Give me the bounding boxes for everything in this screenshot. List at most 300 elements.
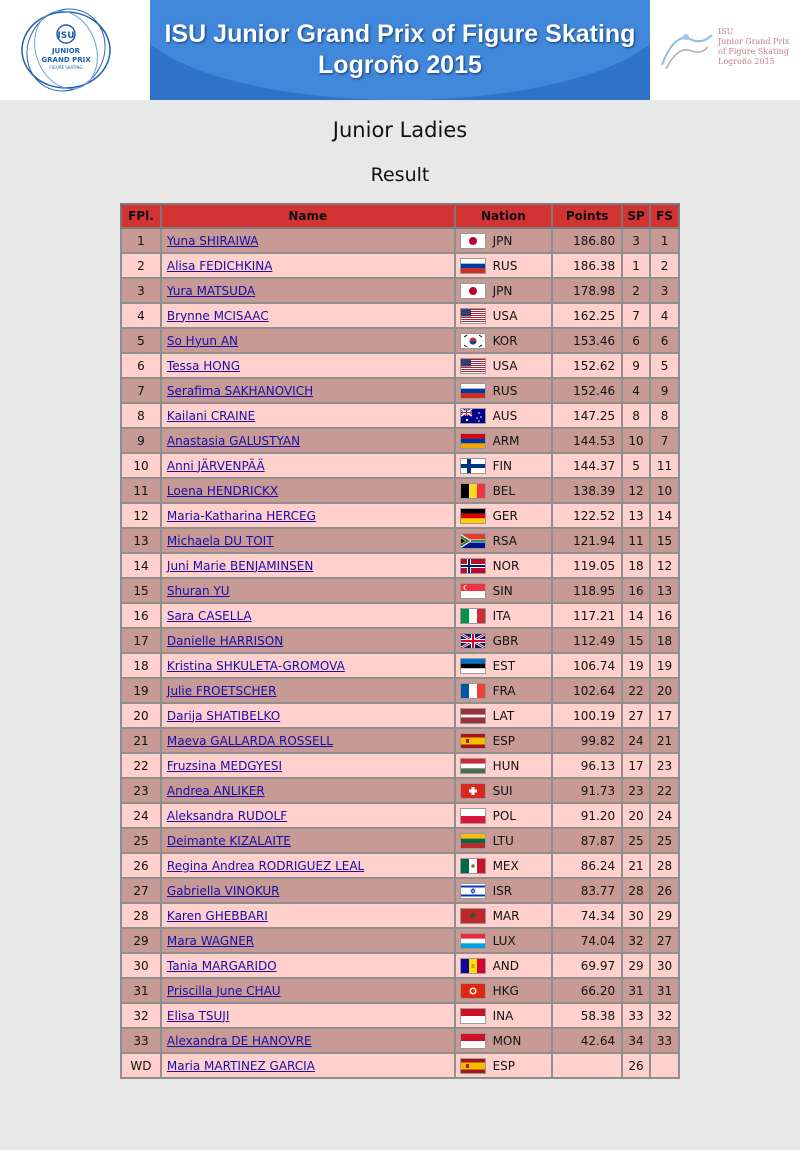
row-placement: 29 [121, 928, 161, 953]
row-fs-rank: 21 [650, 728, 679, 753]
row-nation-code: INA [492, 1008, 514, 1023]
row-points: 42.64 [552, 1028, 622, 1053]
flag-france-icon [460, 683, 486, 699]
skater-name-link[interactable]: Aleksandra RUDOLF [166, 808, 288, 823]
row-sp-rank: 7 [622, 303, 650, 328]
flag-estonia-icon [460, 658, 486, 674]
row-points: 99.82 [552, 728, 622, 753]
skater-name-link[interactable]: Yura MATSUDA [166, 283, 256, 298]
table-row [121, 603, 679, 628]
row-placement: 18 [121, 653, 161, 678]
row-placement: 30 [121, 953, 161, 978]
row-nation-code: SIN [492, 583, 513, 598]
row-nation-cell [455, 228, 553, 253]
skater-name-link[interactable]: Shuran YU [166, 583, 230, 598]
row-sp-rank: 3 [622, 228, 650, 253]
row-nation-code: SUI [492, 783, 513, 798]
row-nation-code: ITA [492, 608, 511, 623]
row-placement: 20 [121, 703, 161, 728]
row-placement: WD [121, 1053, 161, 1078]
row-name-cell [161, 553, 455, 578]
row-name-cell [161, 578, 455, 603]
row-sp-rank: 15 [622, 628, 650, 653]
row-fs-rank: 16 [650, 603, 679, 628]
row-nation-code: LTU [492, 833, 514, 848]
table-row [121, 803, 679, 828]
skater-name-link[interactable]: Darija SHATIBELKO [166, 708, 281, 723]
row-name-cell [161, 653, 455, 678]
row-nation-code: KOR [492, 333, 518, 348]
skater-name-link[interactable]: Michaela DU TOIT [166, 533, 274, 548]
table-row [121, 678, 679, 703]
flag-andorra-icon [460, 958, 486, 974]
banner-subtitle: Logroño 2015 [318, 51, 482, 79]
table-row [121, 903, 679, 928]
row-nation-code: LAT [492, 708, 515, 723]
skater-name-link[interactable]: Loena HENDRICKX [166, 483, 279, 498]
row-nation-code: ESP [492, 1058, 516, 1073]
flag-singapore-icon [460, 583, 486, 599]
row-nation-cell [455, 403, 553, 428]
row-name-cell [161, 1028, 455, 1053]
skater-name-link[interactable]: Juni Marie BENJAMINSEN [166, 558, 314, 573]
row-fs-rank: 22 [650, 778, 679, 803]
row-name-cell [161, 403, 455, 428]
row-placement: 26 [121, 853, 161, 878]
row-name-cell [161, 853, 455, 878]
row-nation-code: ISR [492, 883, 513, 898]
row-nation-code: ARM [492, 433, 520, 448]
results-table [120, 203, 680, 1079]
row-sp-rank: 25 [622, 828, 650, 853]
row-sp-rank: 31 [622, 978, 650, 1003]
table-row [121, 553, 679, 578]
row-fs-rank: 10 [650, 478, 679, 503]
table-row [121, 878, 679, 903]
row-placement: 4 [121, 303, 161, 328]
flag-latvia-icon [460, 708, 486, 724]
row-sp-rank: 14 [622, 603, 650, 628]
row-points: 138.39 [552, 478, 622, 503]
row-sp-rank: 28 [622, 878, 650, 903]
row-fs-rank: 33 [650, 1028, 679, 1053]
row-nation-code: JPN [492, 283, 513, 298]
page-title: Junior Ladies [332, 118, 468, 142]
table-row [121, 253, 679, 278]
row-nation-cell [455, 603, 553, 628]
event-logo-line-2: Junior Grand Prix [718, 37, 790, 46]
row-name-cell [161, 228, 455, 253]
row-points: 87.87 [552, 828, 622, 853]
table-row [121, 453, 679, 478]
row-fs-rank: 11 [650, 453, 679, 478]
row-points: 106.74 [552, 653, 622, 678]
row-fs-rank: 4 [650, 303, 679, 328]
row-sp-rank: 19 [622, 653, 650, 678]
row-placement: 19 [121, 678, 161, 703]
table-row [121, 228, 679, 253]
row-placement: 17 [121, 628, 161, 653]
row-fs-rank [650, 1053, 679, 1078]
row-name-cell [161, 603, 455, 628]
row-nation-cell [455, 1053, 553, 1078]
page-subtitle: Result [370, 164, 430, 186]
row-points: 152.46 [552, 378, 622, 403]
flag-lithuania-icon [460, 833, 486, 849]
row-nation-code: EST [492, 658, 516, 673]
row-sp-rank: 22 [622, 678, 650, 703]
row-sp-rank: 13 [622, 503, 650, 528]
row-name-cell [161, 753, 455, 778]
row-placement: 11 [121, 478, 161, 503]
skater-name-link[interactable]: Kailani CRAINE [166, 408, 256, 423]
row-nation-code: NOR [492, 558, 520, 573]
skater-name-link[interactable]: Alisa FEDICHKINA [166, 258, 273, 273]
row-nation-cell [455, 678, 553, 703]
row-nation-code: BEL [492, 483, 516, 498]
row-sp-rank: 24 [622, 728, 650, 753]
row-points: 74.34 [552, 903, 622, 928]
table-row [121, 1028, 679, 1053]
row-nation-cell [455, 853, 553, 878]
row-fs-rank: 5 [650, 353, 679, 378]
row-name-cell [161, 878, 455, 903]
table-row [121, 528, 679, 553]
row-points: 147.25 [552, 403, 622, 428]
row-fs-rank: 17 [650, 703, 679, 728]
skater-name-link[interactable]: Julie FROETSCHER [166, 683, 277, 698]
flag-hong-kong-icon [460, 983, 486, 999]
row-nation-cell [455, 703, 553, 728]
table-row [121, 628, 679, 653]
flag-norway-icon [460, 558, 486, 574]
table-row [121, 828, 679, 853]
flag-luxembourg-icon [460, 933, 486, 949]
flag-israel-icon [460, 883, 486, 899]
skater-name-link[interactable]: Serafima SAKHANOVICH [166, 383, 314, 398]
row-nation-code: HUN [492, 758, 520, 773]
skater-name-link[interactable]: Deimante KIZALAITE [166, 833, 291, 848]
flag-armenia-icon [460, 433, 486, 449]
skater-name-link[interactable]: Sara CASELLA [166, 608, 252, 623]
table-row [121, 928, 679, 953]
flag-germany-icon [460, 508, 486, 524]
row-name-cell [161, 678, 455, 703]
flag-hungary-icon [460, 758, 486, 774]
header-fpl: FPl. [121, 204, 161, 228]
row-points: 118.95 [552, 578, 622, 603]
row-placement: 9 [121, 428, 161, 453]
skater-name-link[interactable]: Andrea ANLIKER [166, 783, 265, 798]
row-nation-code: RUS [492, 383, 518, 398]
row-nation-code: FRA [492, 683, 516, 698]
row-nation-cell [455, 903, 553, 928]
table-row [121, 953, 679, 978]
row-sp-rank: 18 [622, 553, 650, 578]
flag-japan-icon [460, 233, 486, 249]
flag-usa-icon [460, 358, 486, 374]
row-fs-rank: 30 [650, 953, 679, 978]
event-logo-line-4: Logroño 2015 [718, 57, 775, 66]
row-name-cell [161, 628, 455, 653]
row-placement: 5 [121, 328, 161, 353]
skater-icon [656, 25, 716, 75]
logo-text-2: GRAND PRIX [41, 56, 91, 64]
row-points: 112.49 [552, 628, 622, 653]
row-sp-rank: 9 [622, 353, 650, 378]
row-fs-rank: 27 [650, 928, 679, 953]
row-sp-rank: 32 [622, 928, 650, 953]
row-placement: 25 [121, 828, 161, 853]
row-placement: 28 [121, 903, 161, 928]
skater-name-link[interactable]: Karen GHEBBARI [166, 908, 268, 923]
skater-name-link[interactable]: Anastasia GALUSTYAN [166, 433, 301, 448]
row-points: 121.94 [552, 528, 622, 553]
table-row [121, 1053, 679, 1078]
row-nation-cell [455, 578, 553, 603]
row-fs-rank: 13 [650, 578, 679, 603]
row-sp-rank: 6 [622, 328, 650, 353]
row-points: 100.19 [552, 703, 622, 728]
row-placement: 33 [121, 1028, 161, 1053]
skater-name-link[interactable]: Priscilla June CHAU [166, 983, 281, 998]
logo-text-3: FIGURE SKATING [49, 65, 83, 70]
row-points: 58.38 [552, 1003, 622, 1028]
row-sp-rank: 26 [622, 1053, 650, 1078]
table-row [121, 403, 679, 428]
row-nation-cell [455, 753, 553, 778]
row-name-cell [161, 778, 455, 803]
flag-finland-icon [460, 458, 486, 474]
row-fs-rank: 31 [650, 978, 679, 1003]
table-row [121, 578, 679, 603]
row-name-cell [161, 453, 455, 478]
row-placement: 24 [121, 803, 161, 828]
row-points: 91.73 [552, 778, 622, 803]
row-nation-code: AND [492, 958, 520, 973]
row-nation-code: MON [492, 1033, 522, 1048]
row-fs-rank: 32 [650, 1003, 679, 1028]
header-sp: SP [622, 204, 650, 228]
flag-switzerland-icon [460, 783, 486, 799]
svg-text:ISU: ISU [57, 31, 75, 41]
row-sp-rank: 4 [622, 378, 650, 403]
flag-morocco-icon [460, 908, 486, 924]
row-sp-rank: 30 [622, 903, 650, 928]
header-fs: FS [650, 204, 679, 228]
row-nation-code: RUS [492, 258, 518, 273]
table-row [121, 978, 679, 1003]
skater-name-link[interactable]: Regina Andrea RODRIGUEZ LEAL [166, 858, 365, 873]
row-name-cell [161, 353, 455, 378]
table-row [121, 303, 679, 328]
row-fs-rank: 23 [650, 753, 679, 778]
row-nation-code: GBR [492, 633, 519, 648]
row-nation-cell [455, 878, 553, 903]
event-logo-line-3: of Figure Skating [718, 47, 789, 56]
row-placement: 10 [121, 453, 161, 478]
row-nation-code: ESP [492, 733, 516, 748]
row-sp-rank: 12 [622, 478, 650, 503]
row-name-cell [161, 378, 455, 403]
row-placement: 22 [121, 753, 161, 778]
flag-poland-icon [460, 808, 486, 824]
table-row [121, 428, 679, 453]
flag-usa-icon [460, 308, 486, 324]
row-fs-rank: 14 [650, 503, 679, 528]
row-fs-rank: 6 [650, 328, 679, 353]
skater-name-link[interactable]: Brynne MCISAAC [166, 308, 269, 323]
header-banner [0, 0, 800, 100]
row-sp-rank: 27 [622, 703, 650, 728]
row-points: 66.20 [552, 978, 622, 1003]
flag-indonesia-icon [460, 1008, 486, 1024]
row-placement: 7 [121, 378, 161, 403]
row-placement: 2 [121, 253, 161, 278]
skater-name-link[interactable]: Maria-Katharina HERCEG [166, 508, 316, 523]
table-row [121, 853, 679, 878]
row-fs-rank: 18 [650, 628, 679, 653]
row-sp-rank: 11 [622, 528, 650, 553]
row-fs-rank: 7 [650, 428, 679, 453]
row-sp-rank: 5 [622, 453, 650, 478]
row-name-cell [161, 903, 455, 928]
flag-spain-icon [460, 733, 486, 749]
row-nation-cell [455, 728, 553, 753]
row-nation-cell [455, 828, 553, 853]
row-points [552, 1053, 622, 1078]
flag-korea-icon [460, 333, 486, 349]
table-row [121, 703, 679, 728]
skater-name-link[interactable]: Elisa TSUJI [166, 1008, 230, 1023]
row-sp-rank: 33 [622, 1003, 650, 1028]
row-sp-rank: 21 [622, 853, 650, 878]
skater-name-link[interactable]: Mara WAGNER [166, 933, 255, 948]
row-name-cell [161, 1003, 455, 1028]
row-nation-cell [455, 528, 553, 553]
skater-name-link[interactable]: Anni JÄRVENPÄÄ [166, 458, 265, 473]
row-nation-cell [455, 778, 553, 803]
row-fs-rank: 29 [650, 903, 679, 928]
row-nation-code: AUS [492, 408, 518, 423]
row-placement: 6 [121, 353, 161, 378]
table-row [121, 728, 679, 753]
row-name-cell [161, 1053, 455, 1078]
skater-name-link[interactable]: Maeva GALLARDA ROSSELL [166, 733, 333, 748]
skater-name-link[interactable]: Tessa HONG [166, 358, 240, 373]
row-name-cell [161, 303, 455, 328]
flag-belgium-icon [460, 483, 486, 499]
row-fs-rank: 8 [650, 403, 679, 428]
row-points: 144.53 [552, 428, 622, 453]
flag-australia-icon [460, 408, 486, 424]
header-points: Points [552, 204, 622, 228]
row-name-cell [161, 278, 455, 303]
skater-name-link[interactable]: Yuna SHIRAIWA [166, 233, 259, 248]
row-fs-rank: 28 [650, 853, 679, 878]
isu-jgp-logo [14, 6, 118, 94]
header-nation: Nation [455, 204, 553, 228]
table-row [121, 753, 679, 778]
row-nation-code: RSA [492, 533, 517, 548]
table-row [121, 778, 679, 803]
table-row [121, 1003, 679, 1028]
skater-name-link[interactable]: Tania MARGARIDO [166, 958, 277, 973]
row-points: 152.62 [552, 353, 622, 378]
event-logo [656, 25, 796, 75]
row-points: 122.52 [552, 503, 622, 528]
row-sp-rank: 20 [622, 803, 650, 828]
flag-italy-icon [460, 608, 486, 624]
row-sp-rank: 8 [622, 403, 650, 428]
skater-name-link[interactable]: Fruzsina MEDGYESI [166, 758, 283, 773]
table-row [121, 378, 679, 403]
row-fs-rank: 15 [650, 528, 679, 553]
row-placement: 32 [121, 1003, 161, 1028]
table-row [121, 653, 679, 678]
row-sp-rank: 29 [622, 953, 650, 978]
row-placement: 15 [121, 578, 161, 603]
row-nation-cell [455, 353, 553, 378]
skater-name-link[interactable]: Kristina SHKULETA-GROMOVA [166, 658, 345, 673]
row-nation-cell [455, 628, 553, 653]
skater-name-link[interactable]: Alexandra DE HANOVRE [166, 1033, 312, 1048]
row-placement: 16 [121, 603, 161, 628]
row-placement: 23 [121, 778, 161, 803]
table-row [121, 478, 679, 503]
row-nation-cell [455, 503, 553, 528]
row-nation-code: USA [492, 308, 518, 323]
row-placement: 8 [121, 403, 161, 428]
row-points: 144.37 [552, 453, 622, 478]
row-fs-rank: 24 [650, 803, 679, 828]
row-points: 117.21 [552, 603, 622, 628]
skater-name-link[interactable]: So Hyun AN [166, 333, 239, 348]
table-row [121, 328, 679, 353]
skater-name-link[interactable]: Gabriella VINOKUR [166, 883, 280, 898]
row-nation-code: LUX [492, 933, 516, 948]
row-nation-code: USA [492, 358, 518, 373]
row-nation-cell [455, 653, 553, 678]
row-sp-rank: 2 [622, 278, 650, 303]
row-nation-cell [455, 278, 553, 303]
table-header-row [121, 204, 679, 228]
row-points: 186.38 [552, 253, 622, 278]
row-name-cell [161, 428, 455, 453]
row-nation-cell [455, 553, 553, 578]
row-sp-rank: 34 [622, 1028, 650, 1053]
skater-name-link[interactable]: Danielle HARRISON [166, 633, 284, 648]
row-fs-rank: 3 [650, 278, 679, 303]
row-name-cell [161, 503, 455, 528]
event-logo-line-1: ISU [718, 27, 734, 36]
row-placement: 27 [121, 878, 161, 903]
flag-japan-icon [460, 283, 486, 299]
row-nation-cell [455, 1028, 553, 1053]
row-nation-code: FIN [492, 458, 512, 473]
row-points: 186.80 [552, 228, 622, 253]
row-nation-code: MEX [492, 858, 519, 873]
row-nation-cell [455, 953, 553, 978]
row-nation-code: JPN [492, 233, 513, 248]
table-row [121, 503, 679, 528]
skater-name-link[interactable]: Maria MARTINEZ GARCIA [166, 1058, 315, 1073]
row-nation-code: HKG [492, 983, 519, 998]
row-placement: 31 [121, 978, 161, 1003]
row-placement: 14 [121, 553, 161, 578]
header-name: Name [161, 204, 455, 228]
row-points: 86.24 [552, 853, 622, 878]
